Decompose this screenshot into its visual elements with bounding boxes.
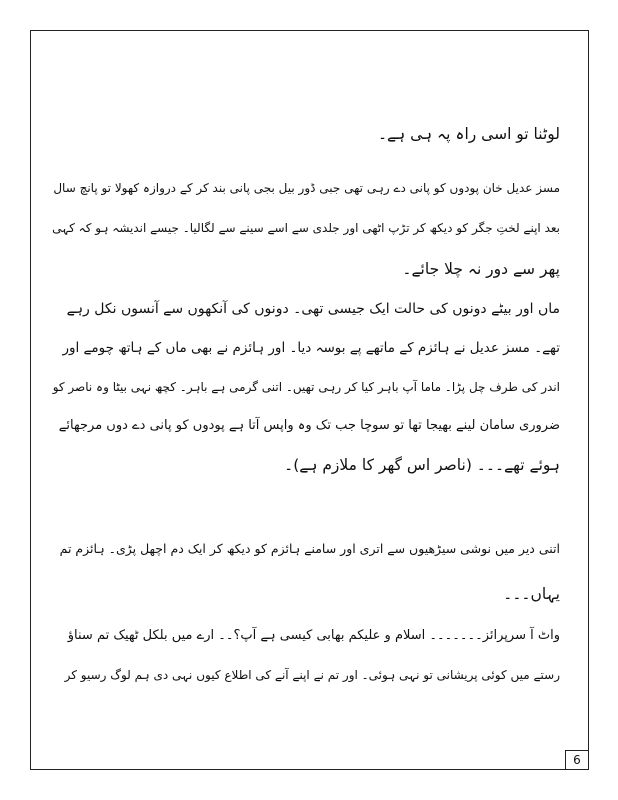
text-line: مسز عدیل خان پودوں کو پانی دے رہی تھی جبی ڈور بیل بجی پانی بند کر کے دروازہ کھولا تو پانچ سال	[53, 181, 560, 195]
text-line: یہاں۔۔۔	[503, 585, 560, 603]
text-line: لوٹنا تو اسی راہ پہ ہی ہے۔	[377, 125, 560, 143]
text-line: ہوئے تھے۔۔۔ (ناصر اس گھر کا ملازم ہے)۔	[284, 456, 560, 474]
text-line: اتنی دیر میں نوشی سیڑھیوں سے اتری اور سامنے ہائزم کو دیکھ کر ایک دم اچھل پڑی۔ ہائزم تم	[59, 541, 560, 556]
text-line: اندر کی طرف چل پڑا۔ ماما آپ باہر کیا کر رہی تھیں۔ اتنی گرمی ہے باہر۔ کچھ نہی بیٹا وہ ناصر کو	[52, 380, 560, 394]
text-line: بعد اپنے لختِ جگر کو دیکھ کر تڑپ اٹھی اور جلدی سے اسے سینے سے لگالیا۔ جیسے اندیشہ ہو کہ کہی	[52, 221, 560, 235]
text-line: واٹ آ سرپرائز۔۔۔۔۔۔۔ اسلام و علیکم بھابی کیسی ہے آپ؟۔۔ ارے میں بلکل ٹھیک تم سناؤ	[67, 628, 560, 643]
text-line: پھر سے دور نہ چلا جائے۔	[402, 260, 560, 278]
text-line: رستے میں کوئی پریشانی تو نہی ہوئی۔ اور تم نے اپنے آنے کی اطلاع کیوں نہی دی ہم لوگ رسیو کر	[64, 668, 560, 682]
text-line: ماں اور بیٹے دونوں کی حالت ایک جیسی تھی۔ دونوں کی آنکھوں سے آنسوں نکل رہے	[66, 301, 560, 317]
page-number: 6	[565, 750, 589, 770]
text-line: تھے۔ مسز عدیل نے ہائزم کے ماتھے پے بوسہ دیا۔ اور ہائزم نے بھی ماں کے ہاتھ چومے اور	[62, 340, 560, 356]
text-line: ضروری سامان لینے بھیجا تھا تو سوچا جب تک وہ واپس آتا ہے پودوں کو پانی دے دوں مرجھائے	[58, 418, 560, 433]
